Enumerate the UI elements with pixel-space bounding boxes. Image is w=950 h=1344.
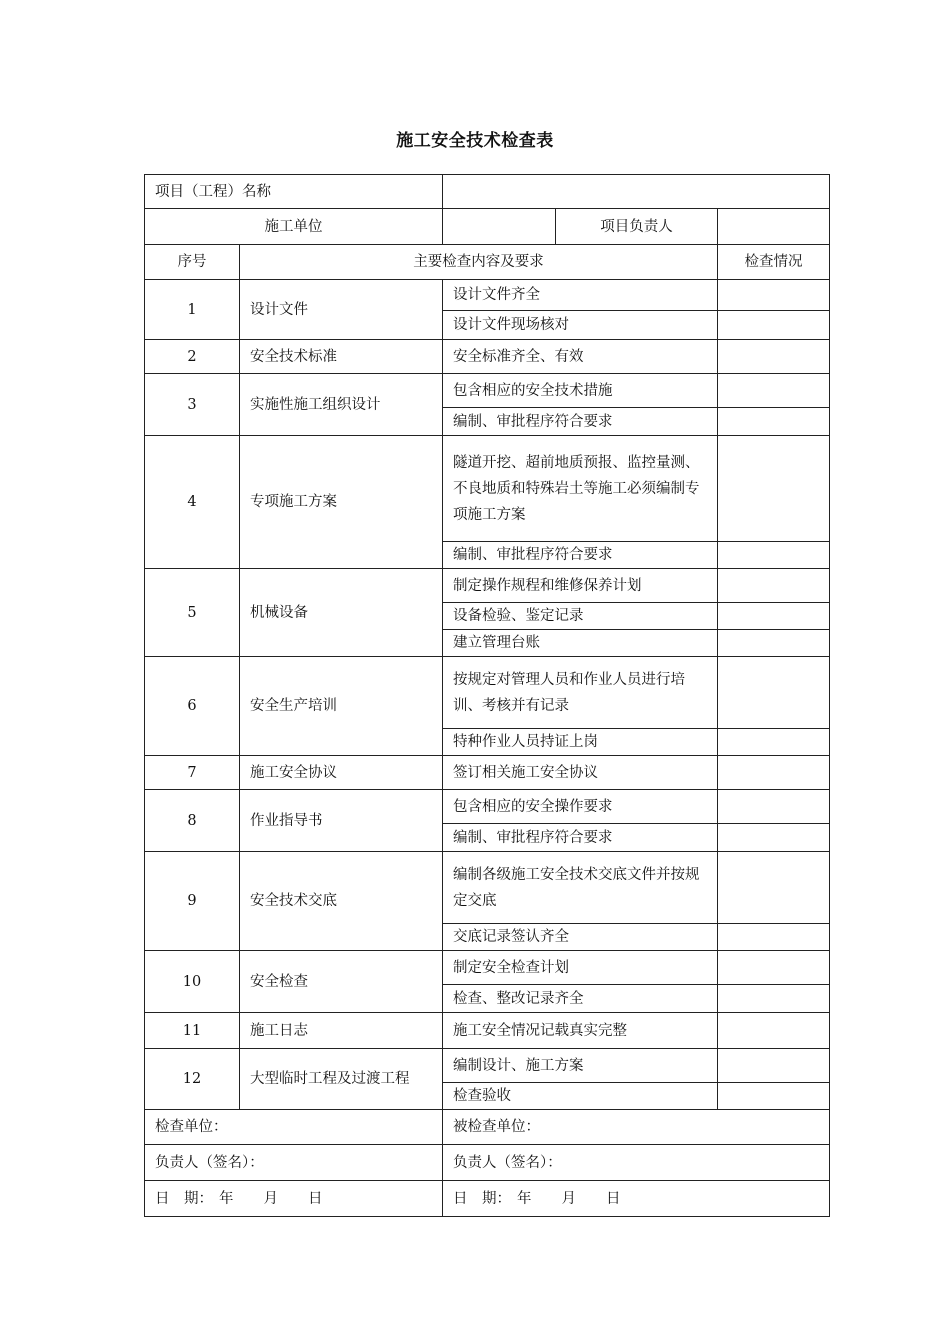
check-status-cell[interactable] [718,311,830,340]
col-header-no: 序号 [145,245,240,280]
table-row [145,657,830,729]
table-row [145,756,830,790]
check-status-cell[interactable] [718,985,830,1013]
check-status-cell[interactable] [718,569,830,603]
item-name: 实施性施工组织设计 [240,374,443,436]
table-row [145,790,830,824]
column-header-row [145,245,830,280]
item-number: 9 [145,852,240,951]
check-status-cell[interactable] [718,1013,830,1049]
item-name: 专项施工方案 [240,436,443,569]
requirement-text: 交底记录签认齐全 [443,924,718,951]
day-label: 日 [308,1190,323,1207]
requirement-text: 设计文件齐全 [443,280,718,311]
requirement-text: 按规定对管理人员和作业人员进行培训、考核并有记录 [443,657,718,729]
table-row [145,1013,830,1049]
check-status-cell[interactable] [718,756,830,790]
construction-unit-value[interactable] [443,209,556,245]
check-status-cell[interactable] [718,729,830,756]
table-row [145,280,830,311]
item-number: 12 [145,1049,240,1110]
table-row [145,951,830,985]
requirement-text: 设备检验、鉴定记录 [443,603,718,630]
item-number: 5 [145,569,240,657]
requirement-text: 制定安全检查计划 [443,951,718,985]
item-name: 施工日志 [240,1013,443,1049]
requirement-text: 检查验收 [443,1083,718,1110]
check-status-cell[interactable] [718,603,830,630]
date-label: 日 期： [155,1190,213,1207]
item-number: 8 [145,790,240,852]
project-manager-value[interactable] [718,209,830,245]
requirement-text: 隧道开挖、超前地质预报、监控量测、不良地质和特殊岩土等施工必须编制专项施工方案 [443,436,718,542]
requirement-text: 编制、审批程序符合要求 [443,824,718,852]
requirement-text: 制定操作规程和维修保养计划 [443,569,718,603]
item-number: 11 [145,1013,240,1049]
requirement-text: 编制各级施工安全技术交底文件并按规定交底 [443,852,718,924]
requirement-text: 编制设计、施工方案 [443,1049,718,1083]
check-status-cell[interactable] [718,280,830,311]
year-label: 年 [517,1190,532,1207]
item-name: 设计文件 [240,280,443,340]
item-name: 安全生产培训 [240,657,443,756]
signer-right-label[interactable]: 负责人（签名）： [443,1145,830,1181]
check-status-cell[interactable] [718,951,830,985]
item-name: 机械设备 [240,569,443,657]
requirement-text: 安全标准齐全、有效 [443,340,718,374]
item-number: 6 [145,657,240,756]
col-header-content: 主要检查内容及要求 [240,245,718,280]
check-status-cell[interactable] [718,630,830,657]
check-status-cell[interactable] [718,408,830,436]
item-number: 10 [145,951,240,1013]
col-header-status: 检查情况 [718,245,830,280]
page-title: 施工安全技术检查表 [396,131,554,151]
check-status-cell[interactable] [718,542,830,569]
requirement-text: 特种作业人员持证上岗 [443,729,718,756]
year-label: 年 [219,1190,234,1207]
item-name: 施工安全协议 [240,756,443,790]
footer-row [145,1145,830,1181]
month-label: 月 [561,1190,576,1207]
check-status-cell[interactable] [718,657,830,729]
footer-row [145,1110,830,1145]
requirement-text: 编制、审批程序符合要求 [443,408,718,436]
project-name-row [145,175,830,209]
item-name: 安全技术交底 [240,852,443,951]
project-manager-label: 项目负责人 [556,209,718,245]
construction-unit-label: 施工单位 [145,209,443,245]
day-label: 日 [606,1190,621,1207]
table-row [145,852,830,924]
date-cell-left[interactable] [145,1181,443,1217]
date-row [145,1181,830,1217]
unit-row [145,209,830,245]
inspection-table [144,174,830,1217]
table-row [145,436,830,542]
item-number: 1 [145,280,240,340]
table-row [145,340,830,374]
month-label: 月 [263,1190,278,1207]
requirement-text: 编制、审批程序符合要求 [443,542,718,569]
item-number: 2 [145,340,240,374]
requirement-text: 检查、整改记录齐全 [443,985,718,1013]
requirement-text: 包含相应的安全技术措施 [443,374,718,408]
requirement-text: 签订相关施工安全协议 [443,756,718,790]
check-status-cell[interactable] [718,340,830,374]
check-status-cell[interactable] [718,924,830,951]
check-status-cell[interactable] [718,852,830,924]
item-name: 安全技术标准 [240,340,443,374]
requirement-text: 建立管理台账 [443,630,718,657]
check-status-cell[interactable] [718,824,830,852]
item-number: 4 [145,436,240,569]
table-row [145,569,830,603]
date-cell-right[interactable] [443,1181,830,1217]
project-name-value[interactable] [443,175,830,209]
date-label: 日 期： [453,1190,511,1207]
item-name: 作业指导书 [240,790,443,852]
signer-left-label[interactable]: 负责人（签名）： [145,1145,443,1181]
check-status-cell[interactable] [718,374,830,408]
table-row [145,1049,830,1083]
requirement-text: 包含相应的安全操作要求 [443,790,718,824]
item-name: 大型临时工程及过渡工程 [240,1049,443,1110]
table-row [145,374,830,408]
check-status-cell[interactable] [718,1083,830,1110]
check-status-cell[interactable] [718,790,830,824]
item-number: 7 [145,756,240,790]
requirement-text: 施工安全情况记载真实完整 [443,1013,718,1049]
item-name: 安全检查 [240,951,443,1013]
project-name-label: 项目（工程）名称 [145,175,443,209]
requirement-text: 设计文件现场核对 [443,311,718,340]
inspected-unit-label[interactable]: 被检查单位： [443,1110,830,1145]
check-status-cell[interactable] [718,1049,830,1083]
inspector-unit-label[interactable]: 检查单位： [145,1110,443,1145]
item-number: 3 [145,374,240,436]
check-status-cell[interactable] [718,436,830,542]
